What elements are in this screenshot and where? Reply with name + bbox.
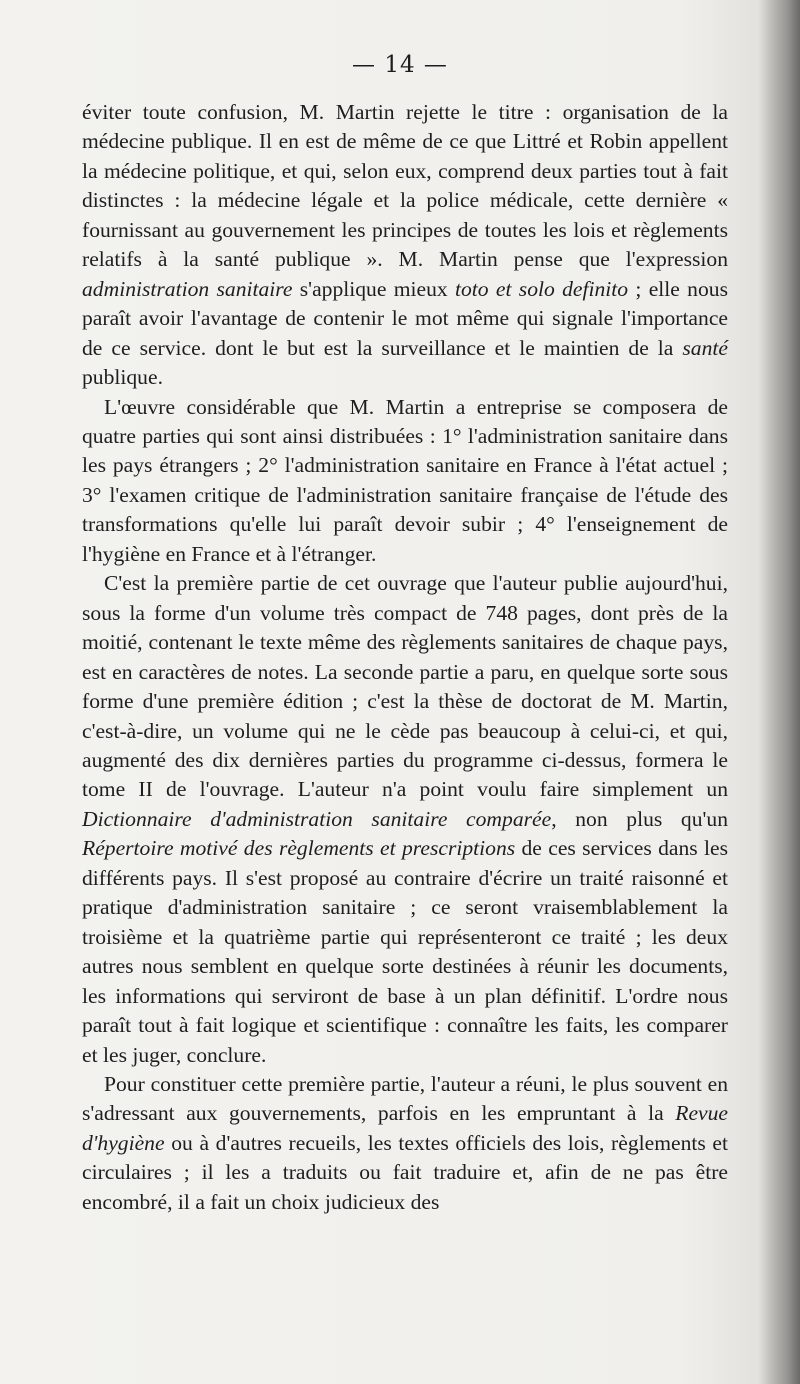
paragraph — [82, 98, 728, 393]
paragraph — [82, 569, 728, 1070]
italic-text: Dictionnaire d'administration sanitaire comparée — [82, 806, 552, 831]
text-run: , non plus qu'un — [551, 806, 728, 831]
text-run: publique. — [82, 365, 163, 390]
page-number: — 14 — — [352, 52, 448, 78]
text-run: de ces services dans les différents pays. Il s'est proposé au contraire d'écrire un traité raisonné et pratique d'administration sanitaire ; ce seront vraisemblablement la troisième et la quatrième partie qui représenteront ce traité ; les deux autres nous semblent en quelque sorte destinées à réunir les documents, les informations qui serviront de base à un plan définitif. L'ordre nous paraît tout à fait logique et scientifique : connaître les faits, les comparer et les juger, conclure. — [82, 836, 728, 1067]
text-run: s'applique mieux — [292, 276, 456, 301]
text-run: ou à d'autres recueils, les textes officiels des lois, règlements et circulaires ; il les a traduits ou fait traduire et, afin de ne pas être encombré, il a fait un choix judicieux des — [82, 1130, 728, 1214]
binding-shadow — [758, 0, 800, 1384]
italic-text: santé — [682, 335, 728, 360]
italic-text: Revue d'hygiène — [82, 1101, 728, 1155]
italic-text: administration sanitaire — [82, 276, 293, 301]
paragraph — [82, 1070, 728, 1217]
paragraph — [82, 393, 728, 570]
text-run: Pour constituer cette première partie, l'auteur a réuni, le plus souvent en s'adressant aux gouvernements, parfois en les empruntant à la — [82, 1071, 728, 1126]
italic-text: toto et solo definito — [455, 276, 629, 301]
text-run: C'est la première partie de cet ouvrage que l'auteur publie aujourd'hui, sous la forme d'un volume très compact de 748 pages, dont près de la moitié, contenant le texte même des règlements sanitaires de chaque pays, est en caractères de notes. La seconde partie a paru, en quelque sorte sous forme d'une première édition ; c'est la thèse de doctorat de M. Martin, c'est-à-dire, un volume qui ne le cède pas beaucoup à celui-ci, et qui, augmenté des dix dernières parties du programme ci-dessus, formera le tome II de l'ouvrage. L'auteur n'a point voulu faire simplement un — [82, 571, 728, 802]
italic-text: Répertoire motivé des règlements et prescriptions — [82, 836, 516, 861]
text-run: ; elle nous paraît avoir l'avantage de contenir le mot même qui signale l'importance de ce service. dont le but est la surveillance et le maintien de la — [82, 276, 728, 360]
text-run: L'œuvre considérable que M. Martin a entreprise se composera de quatre parties qui sont ainsi distribuées : 1° l'administration sanitaire dans les pays étrangers ; 2° l'administration sanitaire en France à l'état actuel ; 3° l'examen critique de l'administration sanitaire française de l'étude des transformations qu'elle lui paraît devoir subir ; 4° l'enseignement de l'hygiène en France et à l'étranger. — [82, 394, 728, 566]
text-run: éviter toute confusion, M. Martin rejette le titre : organisation de la médecine publique. Il en est de même de ce que Littré et Robin appellent la médecine politique, et qui, selon eux, comprend deux parties tout à fait distinctes : la médecine légale et la police médicale, cette dernière « fournissant au gouvernement les principes de toutes les lois et règlements relatifs à la santé publique ». M. Martin pense que l'expression — [82, 100, 728, 272]
body-text — [82, 98, 728, 1217]
